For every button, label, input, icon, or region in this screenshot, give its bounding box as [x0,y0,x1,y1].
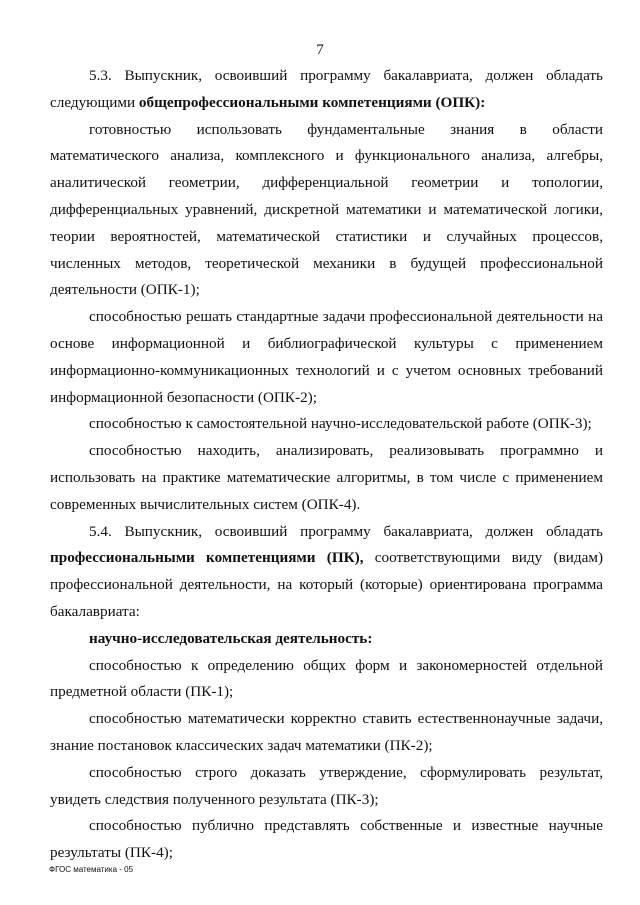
pk-4-item: способностью публично представлять собственные и известные научные результаты (ПК-4); [50,817,603,862]
footer-label: ФГОС математика - 05 [49,865,134,874]
section-5-3-intro [50,63,603,117]
opk-2-item: способностью решать стандартные задачи профессиональной деятельности на основе информационной и библиографической культуры с применением информационно-коммуникационных технологий и с учетом основных требований информационной безопасности (ОПК-2); [50,308,603,406]
research-activity-heading: научно-исследовательская деятельность: [89,629,373,647]
opk-3-item: способностью к самостоятельной научно-исследовательской работе (ОПК-3); [89,415,592,433]
opk-1-item: готовностью использовать фундаментальные знания в области математического анализа, комплексного и функционального анализа, алгебры, аналитической геометрии, дифференциальной геометрии и топологии, дифференциальных уравнений, дискретной математики и математической логики, теории вероятностей, математической статистики и случайных процессов, численных методов, теоретической механики в будущей профессиональной деятельности (ОПК-1); [50,120,603,299]
page-number: 7 [316,42,324,58]
section-5-4-intro [50,519,603,626]
section-5-4-intro-text: 5.4. Выпускник, освоивший программу бакалавриата, должен обладать [89,522,603,540]
section-5-3-intro-text: 5.3. Выпускник, освоивший программу бакалавриата, должен обладать следующими [50,67,603,111]
pk-1-item: способностью к определению общих форм и закономерностей отдельной предметной области (ПК-1); [50,656,603,701]
opk-4-item: способностью находить, анализировать, реализовывать программно и использовать на практике математические алгоритмы, в том числе с применением современных вычислительных систем (ОПК-4). [50,442,603,513]
section-5-4-intro-bold: профессиональными компетенциями (ПК), [50,549,364,567]
section-5-3-intro-bold: общепрофессиональными компетенциями (ОПК): [138,93,486,111]
section-5-4-intro-tail: соответствующими виду (видам) профессиональной деятельности, на который (которые) ориентирована программа бакалавриата: [50,549,604,620]
pk-2-item: способностью математически корректно ставить естественнонаучные задачи, знание постановок классических задач математики (ПК-2); [50,710,603,754]
document-body [50,63,603,867]
pk-3-item: способностью строго доказать утверждение, сформулировать результат, увидеть следствия полученного результата (ПК-3); [50,763,603,808]
